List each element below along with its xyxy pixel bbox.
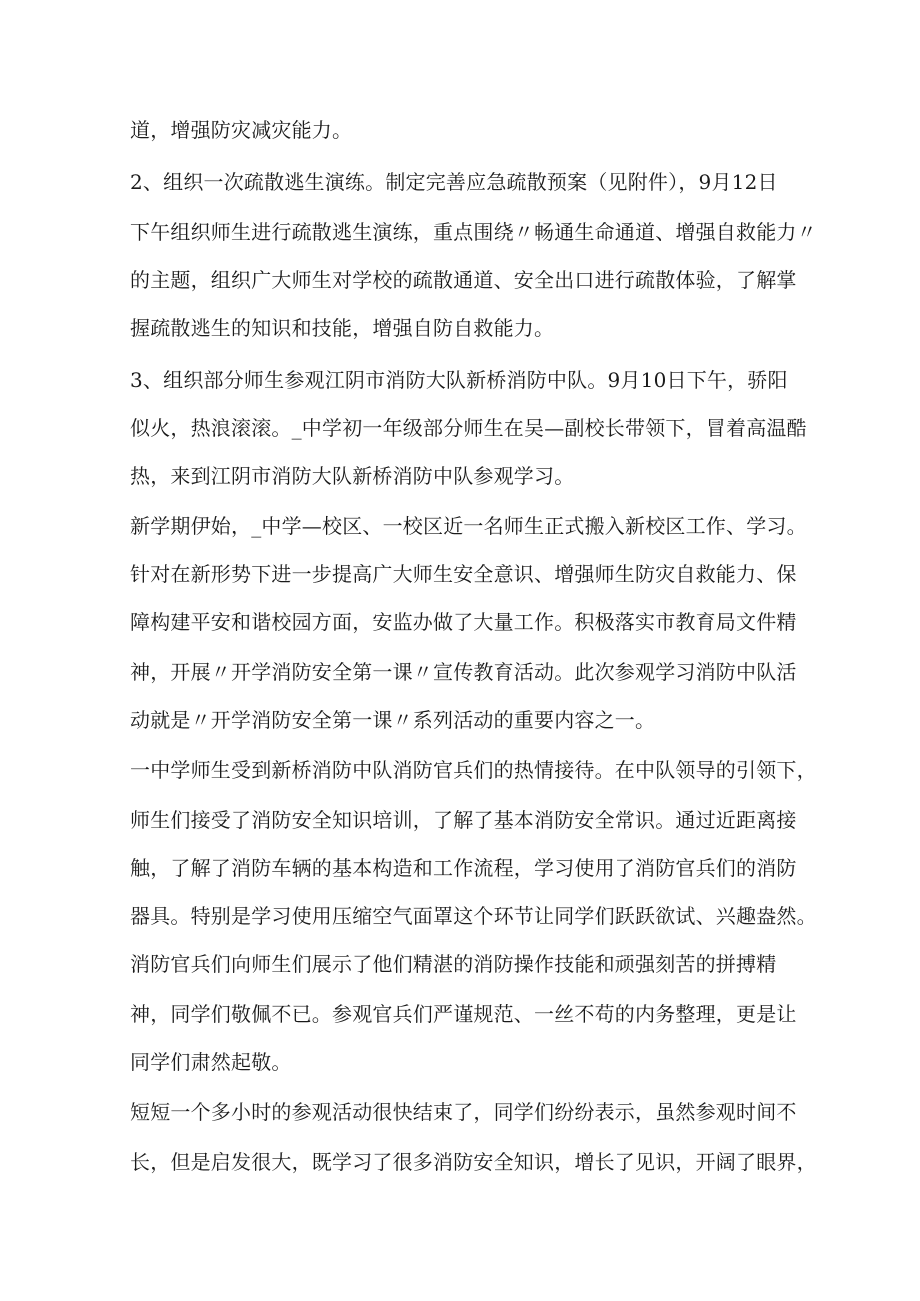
text-line: 针对在新形势下进一步提高广大师生安全意识、增强师生防灾自救能力、保	[130, 562, 797, 586]
text-line: 消防官兵们向师生们展示了他们精湛的消防操作技能和顽强刻苦的拼搏精	[130, 952, 777, 976]
text-line: 动就是〃开学消防安全第一课〃系列活动的重要内容之一。	[130, 708, 656, 732]
text-line: 同学们肃然起敬。	[130, 1050, 292, 1074]
text-line: 3、组织部分师生参观江阴市消防大队新桥消防中队。9月10日下午，骄阳	[130, 368, 788, 392]
text-line: 新学期伊始，_中学—校区、一校区近一名师生正式搬入新校区工作、学习。	[130, 514, 807, 538]
text-line: 热，来到江阴市消防大队新桥消防中队参观学习。	[130, 464, 575, 488]
text-line: 神，开展〃开学消防安全第一课〃宣传教育活动。此次参观学习消防中队活	[130, 660, 797, 684]
text-line: 似火，热浪滚滚。_中学初一年级部分师生在吴—副校长带领下，冒着高温酷	[130, 416, 807, 440]
text-line: 短短一个多小时的参观活动很快结束了，同学们纷纷表示，虽然参观时间不	[130, 1100, 797, 1124]
text-line: 长，但是启发很大，既学习了很多消防安全知识，增长了见识，开阔了眼界，	[130, 1150, 817, 1174]
text-line: 师生们接受了消防安全知识培训，了解了基本消防安全常识。通过近距离接	[130, 808, 797, 832]
text-line: 握疏散逃生的知识和技能，增强自防自救能力。	[130, 316, 555, 340]
text-line: 一中学师生受到新桥消防中队消防官兵们的热情接待。在中队领导的引领下，	[130, 758, 817, 782]
text-line: 器具。特别是学习使用压缩空气面罩这个环节让同学们跃跃欲试、兴趣盎然。	[130, 904, 817, 928]
text-line: 的主题，组织广大师生对学校的疏散通道、安全出口进行疏散体验，了解掌	[130, 268, 797, 292]
text-line: 障构建平安和谐校园方面，安监办做了大量工作。积极落实市教育局文件精	[130, 610, 797, 634]
text-line: 神，同学们敬佩不已。参观官兵们严谨规范、一丝不苟的内务整理，更是让	[130, 1002, 797, 1026]
text-line: 2、组织一次疏散逃生演练。制定完善应急疏散预案（见附件），9月12日	[130, 170, 778, 194]
text-line: 触，了解了消防车辆的基本构造和工作流程，学习使用了消防官兵们的消防	[130, 856, 797, 880]
text-line: 下午组织师生进行疏散逃生演练，重点围绕〃畅通生命通道、增强自救能力〃	[130, 220, 817, 244]
text-line: 道，增强防灾减灾能力。	[130, 118, 353, 142]
